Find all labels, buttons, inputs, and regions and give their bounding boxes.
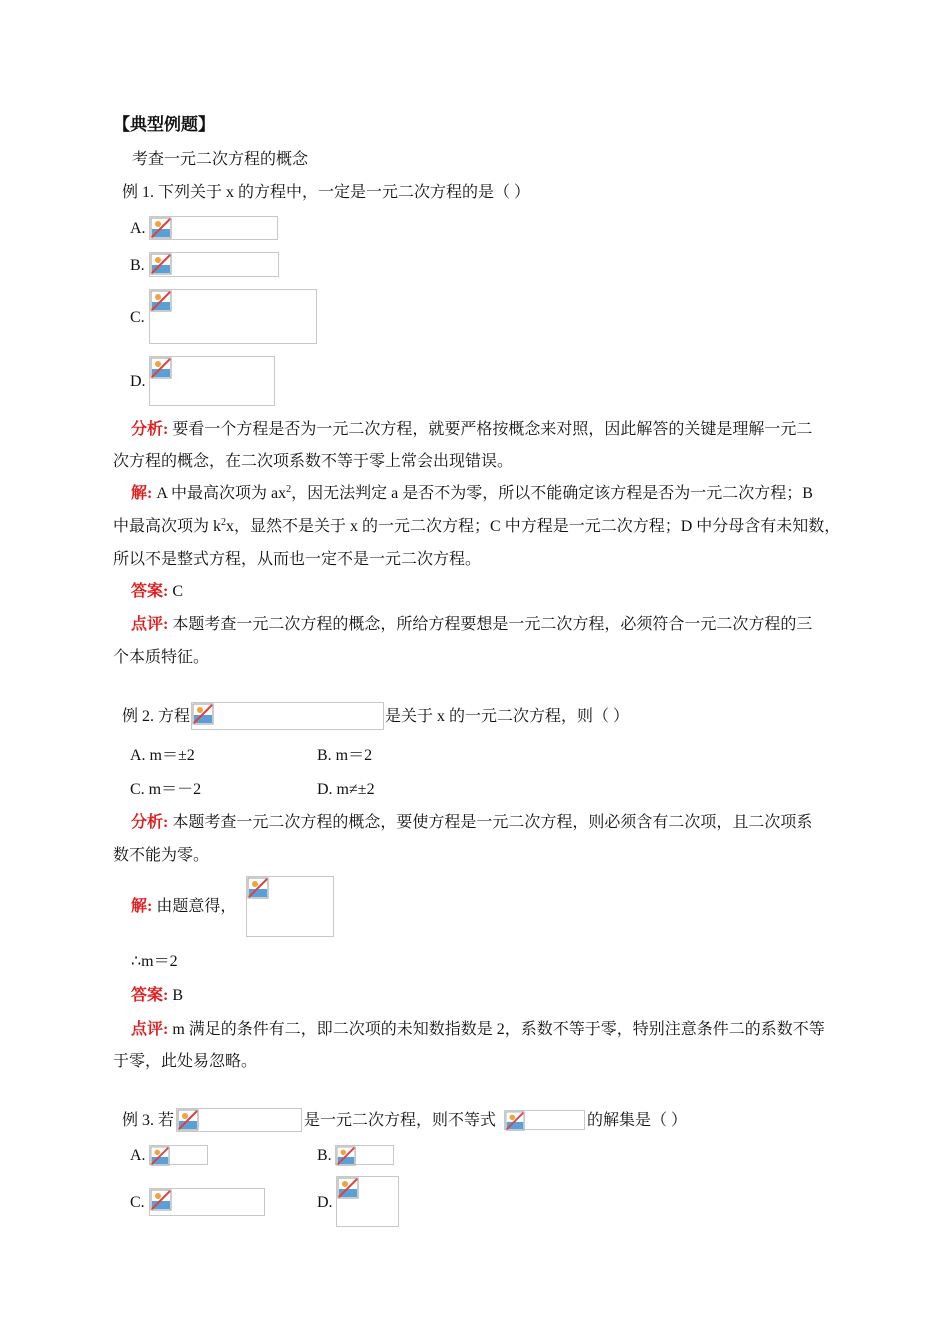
q1-option-d-label: D. — [130, 373, 146, 390]
q3-option-b-formula-image — [335, 1145, 394, 1165]
broken-image-icon — [150, 217, 172, 239]
broken-image-icon — [150, 290, 172, 312]
answer-label: 答案: — [131, 583, 169, 600]
q2-option-b: B. m＝2 — [317, 747, 373, 764]
topic-line: 考查一元二次方程的概念 — [132, 151, 309, 168]
solution-text: x，显然不是关于 x 的一元二次方程；C 中方程是一元二次方程；D 中分母含有未知数， — [226, 518, 841, 535]
q3-option-d-label: D. — [317, 1194, 333, 1211]
broken-image-icon — [336, 1146, 356, 1166]
solution-label: 解: — [131, 485, 153, 502]
comment-text: 个本质特征。 — [113, 649, 210, 666]
q2-equation-image — [191, 702, 384, 730]
q3-option-d-formula-image — [336, 1176, 399, 1227]
comment-text: 于零，此处易忽略。 — [113, 1053, 258, 1070]
solution-text: 由题意得， — [156, 898, 237, 915]
broken-image-icon — [337, 1177, 359, 1199]
q3-equation-image — [176, 1108, 302, 1132]
q3-stem-prefix: 例 3. 若 — [122, 1112, 175, 1129]
q2-stem-suffix: 是关于 x 的一元二次方程，则（ ） — [385, 708, 630, 725]
q3-stem-middle: 是一元二次方程，则不等式 — [304, 1112, 497, 1129]
analysis-label: 分析: — [131, 421, 169, 438]
analysis-text: 本题考查一元二次方程的概念，要使方程是一元二次方程，则必须含有二次项，且二次项系 — [172, 814, 813, 831]
broken-image-icon — [505, 1111, 525, 1131]
analysis-text: 次方程的概念，在二次项系数不等于零上常会出现错误。 — [113, 453, 514, 470]
broken-image-icon — [150, 357, 172, 379]
q3-option-b-label: B. — [317, 1147, 332, 1164]
q2-stem-prefix: 例 2. 方程 — [122, 708, 191, 725]
q3-option-a-label: A. — [130, 1147, 146, 1164]
q3-option-c-label: C. — [130, 1194, 145, 1211]
comment-label: 点评: — [131, 1021, 169, 1038]
broken-image-icon — [150, 1146, 170, 1166]
q1-option-a-formula-image — [149, 216, 278, 240]
superscript: 2 — [286, 484, 292, 495]
q1-option-b-label: B. — [130, 257, 145, 274]
analysis-text: 数不能为零。 — [113, 847, 210, 864]
q1-stem: 例 1. 下列关于 x 的方程中，一定是一元二次方程的是（ ） — [122, 184, 531, 201]
q1-option-c-formula-image — [149, 289, 317, 344]
comment-text: 本题考查一元二次方程的概念，所给方程要想是一元二次方程，必须符合一元二次方程的三 — [172, 616, 813, 633]
q2-option-a: A. m＝±2 — [130, 747, 195, 764]
answer-label: 答案: — [131, 987, 169, 1004]
section-heading: 【典型例题】 — [113, 115, 215, 135]
q2-system-image — [246, 876, 334, 937]
q2-option-c: C. m＝－2 — [130, 781, 202, 798]
comment-label: 点评: — [131, 616, 169, 633]
broken-image-icon — [247, 877, 269, 899]
q1-option-d-formula-image — [149, 356, 275, 406]
q3-option-c-formula-image — [149, 1188, 265, 1216]
q1-option-c-label: C. — [130, 309, 145, 326]
broken-image-icon — [150, 1189, 172, 1211]
q1-option-a-label: A. — [130, 220, 146, 237]
analysis-label: 分析: — [131, 814, 169, 831]
answer-value: B — [172, 987, 184, 1004]
broken-image-icon — [192, 703, 214, 725]
solution-label: 解: — [131, 898, 153, 915]
q1-option-b-formula-image — [149, 252, 279, 277]
q3-inequality-image — [504, 1110, 585, 1130]
q3-option-a-formula-image — [149, 1145, 208, 1165]
q2-option-d: D. m≠±2 — [317, 781, 375, 798]
solution-text: 中最高次项为 k — [113, 518, 222, 535]
q3-stem-suffix: 的解集是（ ） — [587, 1112, 688, 1129]
comment-text: m 满足的条件有二，即二次项的未知数指数是 2，系数不等于零，特别注意条件二的系数不等 — [172, 1021, 825, 1038]
answer-value: C — [172, 583, 184, 600]
analysis-text: 要看一个方程是否为一元二次方程，就要严格按概念来对照，因此解答的关键是理解一元二 — [172, 421, 813, 438]
solution-text: ，因无法判定 a 是否不为零，所以不能确定该方程是否为一元二次方程；B — [291, 485, 813, 502]
therefore-line: ∴m＝2 — [131, 953, 178, 970]
solution-text: A 中最高次项为 ax — [156, 485, 287, 502]
broken-image-icon — [177, 1109, 199, 1131]
superscript: 2 — [221, 517, 227, 528]
solution-text: 所以不是整式方程，从而也一定不是一元二次方程。 — [113, 551, 482, 568]
broken-image-icon — [150, 253, 172, 275]
